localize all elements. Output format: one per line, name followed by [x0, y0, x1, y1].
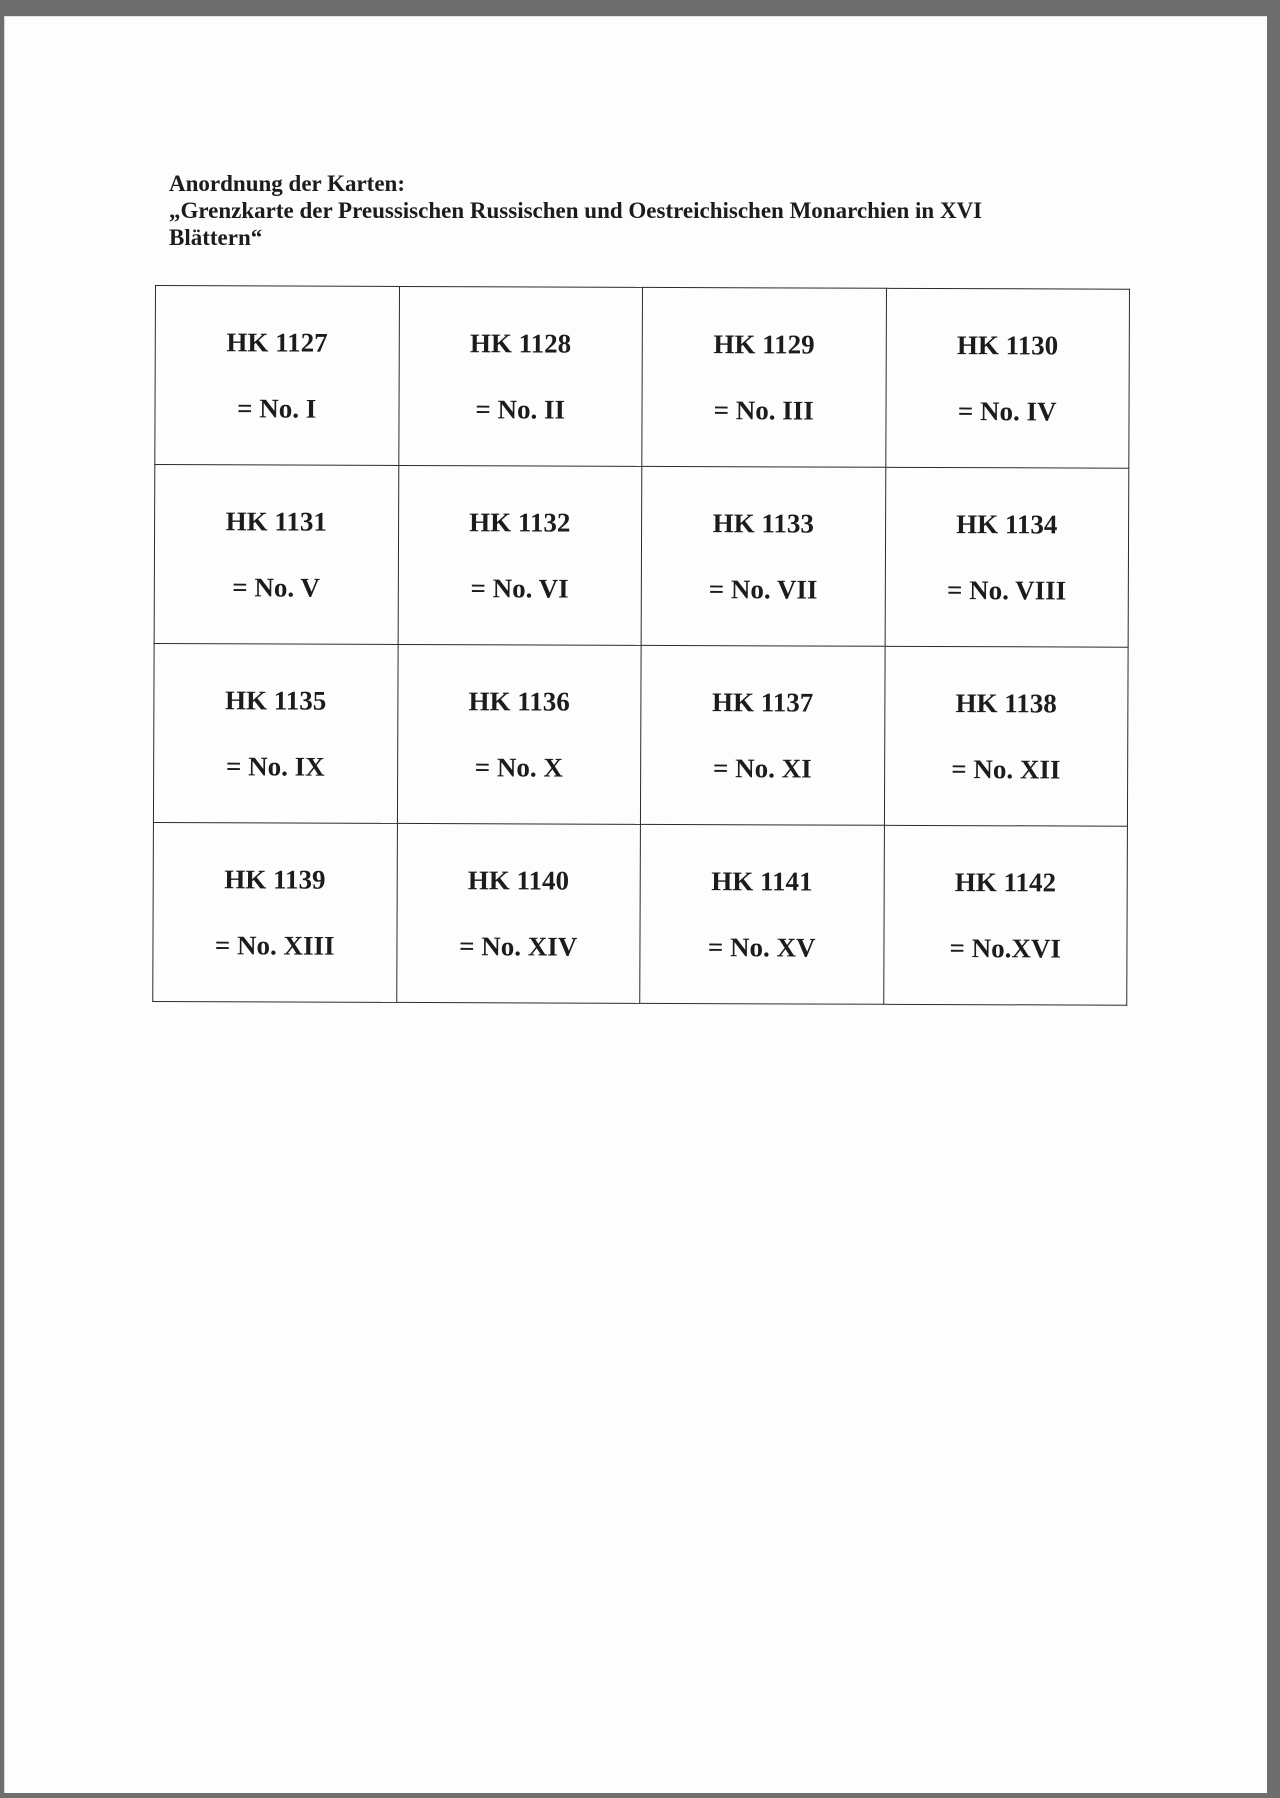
sheet-number: = No. XI [713, 753, 812, 784]
sheet-number: = No. XV [707, 932, 816, 963]
sheet-id: HK 1132 [469, 507, 571, 538]
document-page [4, 16, 1267, 1793]
sheet-number: = No.XVI [949, 933, 1061, 964]
sheet-number: = No. X [474, 752, 564, 783]
sheet-id: HK 1133 [712, 508, 815, 539]
grid-cell [640, 645, 884, 825]
grid-cell [885, 467, 1129, 647]
map-arrangement-grid [152, 285, 1130, 1006]
sheet-number: = No. IV [957, 396, 1057, 427]
sheet-number: = No. VIII [946, 575, 1067, 606]
sheet-id: HK 1134 [956, 509, 1058, 540]
grid-cell [396, 823, 640, 1003]
grid-cell [397, 644, 641, 824]
sheet-id: HK 1138 [955, 688, 1057, 719]
sheet-id: HK 1141 [711, 866, 813, 897]
grid-cell [883, 825, 1127, 1005]
sheet-number: = No. V [232, 572, 320, 603]
sheet-number: = No. XIV [459, 931, 578, 962]
sheet-id: HK 1137 [711, 687, 814, 718]
heading-line-2: „Grenzkarte der Preussischen Russischen und Oestreichischen Monarchien in XVI [169, 198, 983, 223]
sheet-number: = No. XII [951, 754, 1061, 785]
heading-line-1: Anordnung der Karten: [169, 171, 405, 196]
sheet-id: HK 1129 [713, 329, 815, 360]
grid-cell [640, 824, 884, 1004]
grid-cell [641, 466, 885, 646]
sheet-number: = No. II [475, 394, 566, 425]
sheet-number: = No. I [237, 393, 317, 424]
grid-row [154, 465, 1129, 648]
heading-line-3: Blättern“ [169, 225, 263, 250]
sheet-number: = No. IX [226, 751, 325, 782]
sheet-id: HK 1127 [226, 327, 328, 358]
grid-cell [884, 646, 1128, 826]
grid-row [155, 286, 1130, 469]
grid-cell [153, 643, 397, 823]
grid-cell [155, 286, 399, 466]
sheet-id: HK 1142 [954, 867, 1057, 898]
sheet-number: = No. VI [470, 573, 569, 604]
grid-cell [398, 465, 642, 645]
grid-cell [885, 288, 1129, 468]
grid-cell [398, 286, 642, 466]
grid-cell [642, 287, 886, 467]
grid-row [153, 643, 1128, 826]
sheet-id: HK 1128 [469, 328, 572, 359]
sheet-number: = No. VII [708, 574, 818, 605]
sheet-number: = No. III [713, 395, 814, 426]
sheet-id: HK 1140 [467, 865, 570, 896]
grid-row [153, 822, 1128, 1005]
grid-cell [153, 822, 397, 1002]
sheet-id: HK 1130 [956, 330, 1059, 361]
sheet-id: HK 1136 [468, 686, 570, 717]
document-heading [169, 170, 1119, 251]
sheet-id: HK 1139 [224, 864, 326, 895]
sheet-id: HK 1135 [224, 685, 327, 716]
sheet-number: = No. XIII [214, 930, 335, 961]
grid-cell [154, 465, 398, 645]
sheet-id: HK 1131 [225, 506, 328, 537]
